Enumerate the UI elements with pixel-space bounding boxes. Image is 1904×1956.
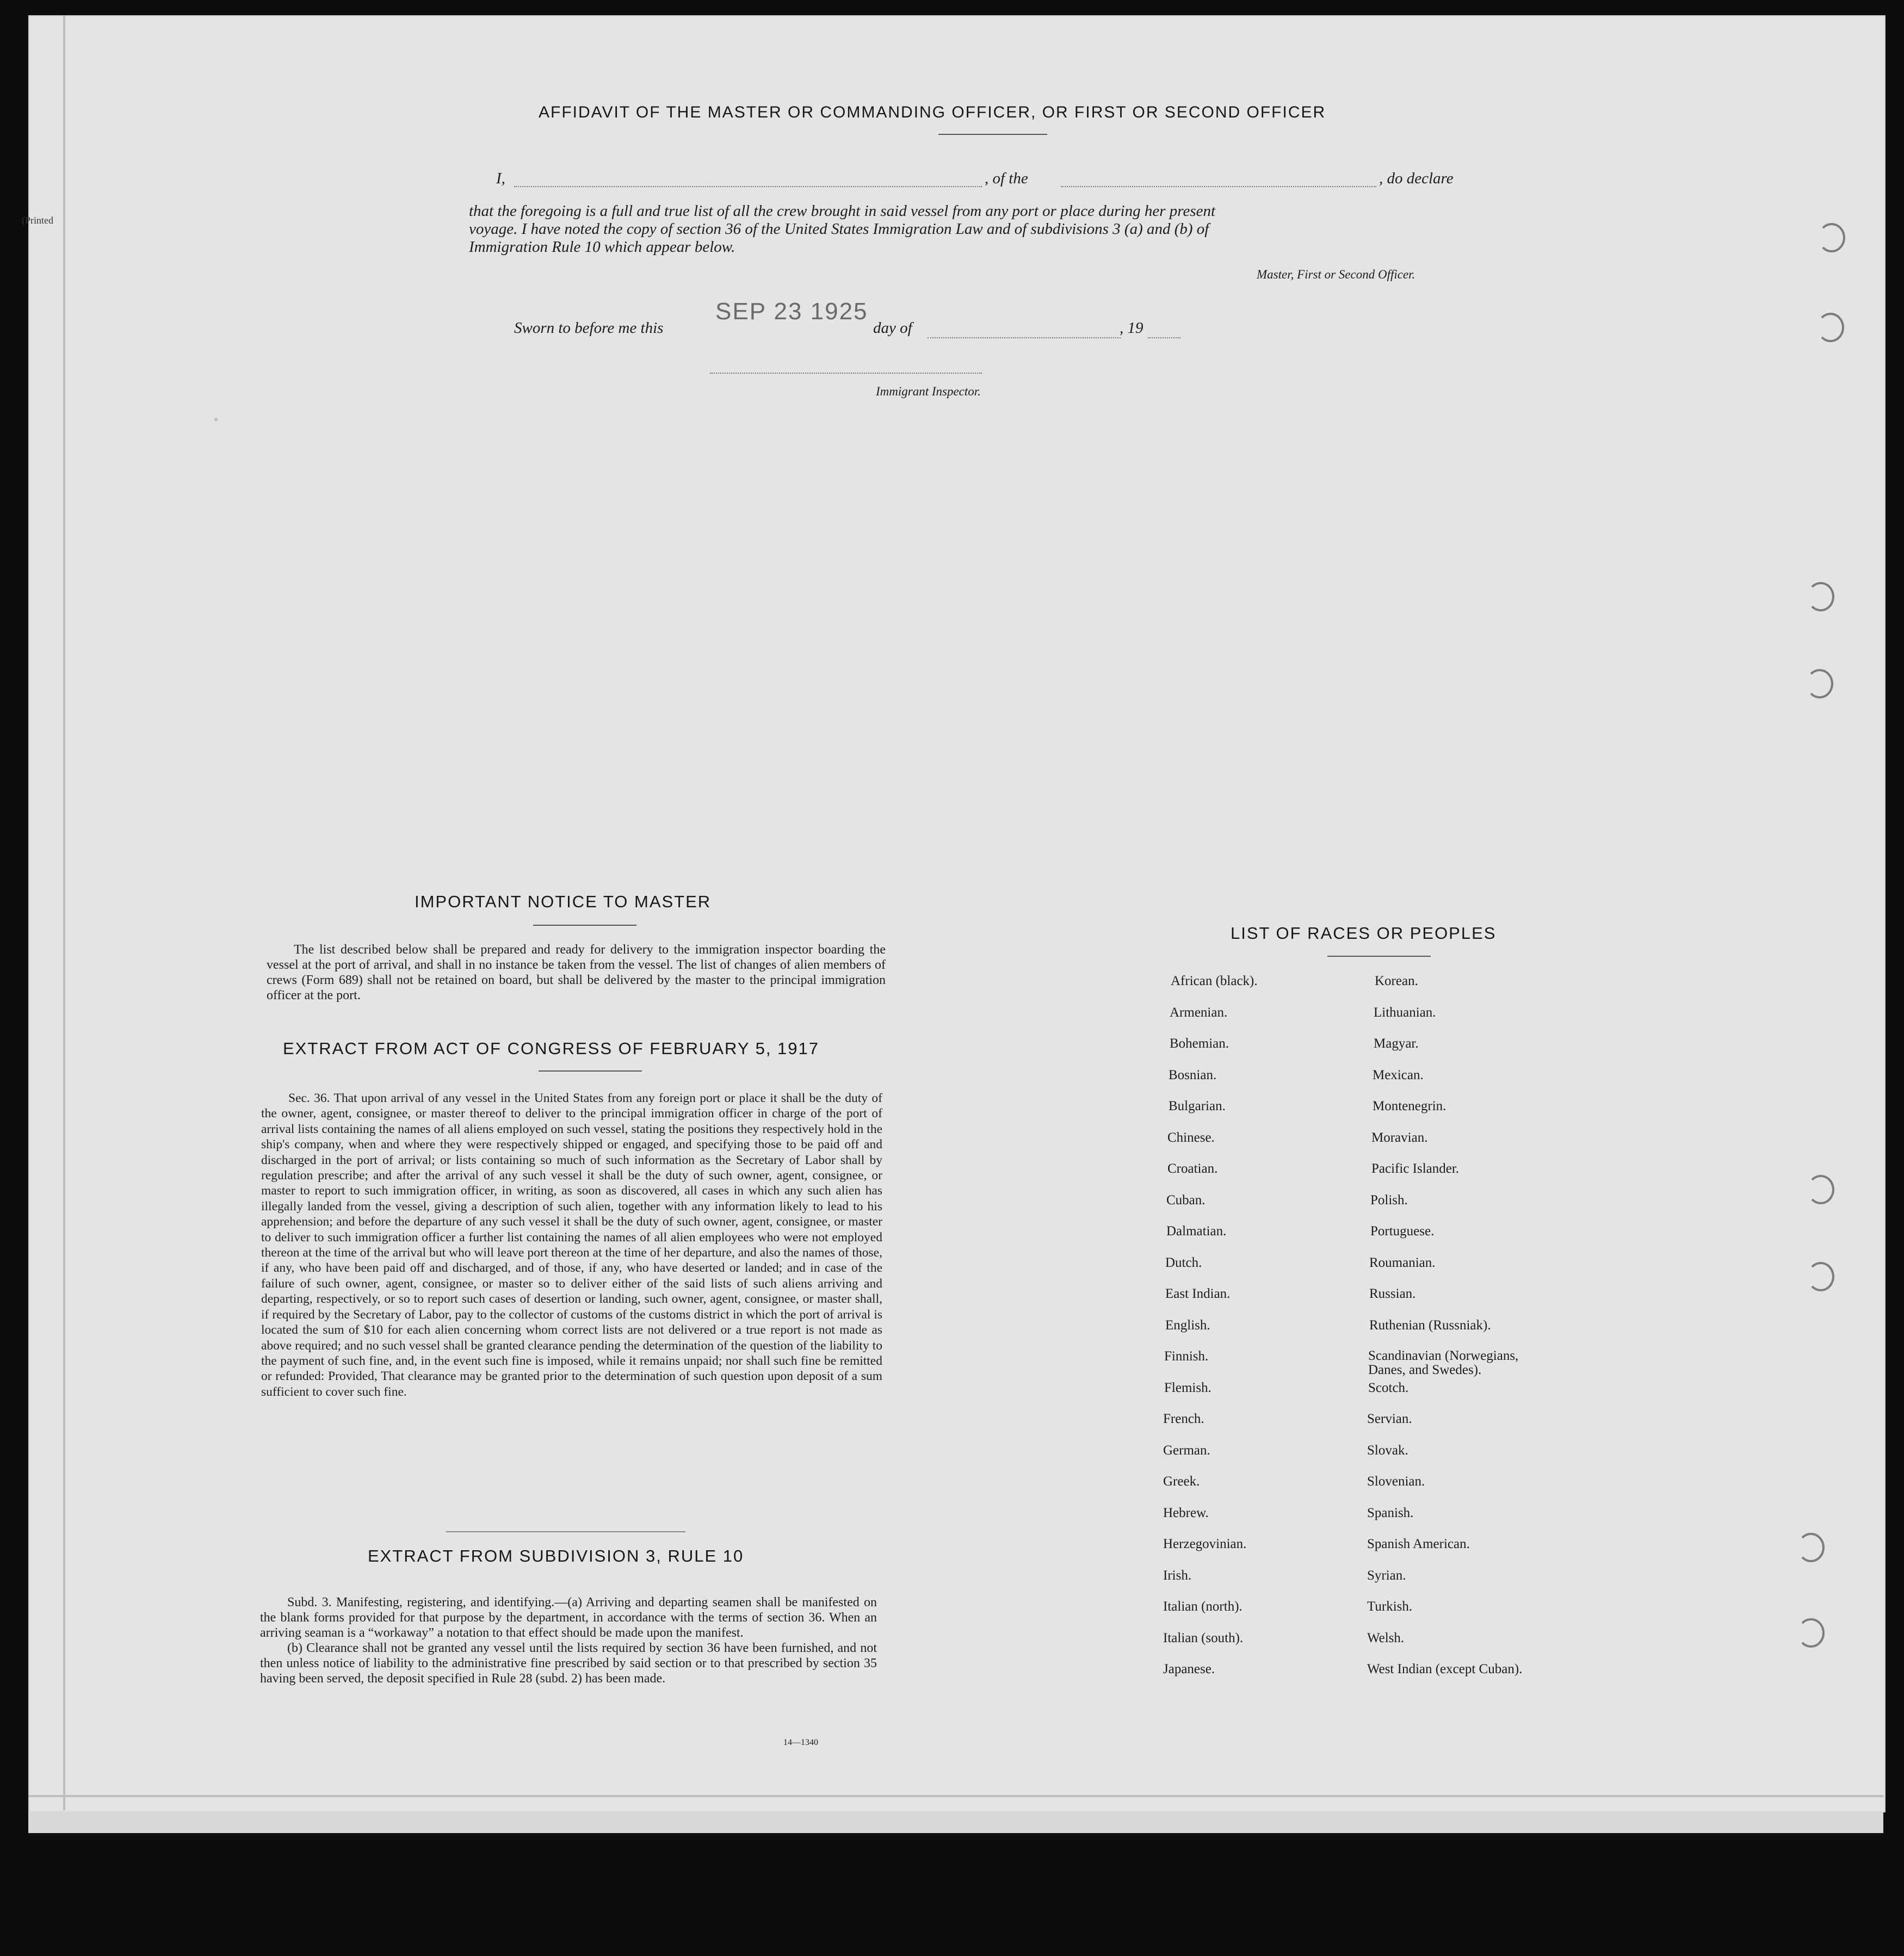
sworn-label: Sworn to before me this [514, 319, 664, 337]
date-stamp: SEP 23 1925 [715, 298, 868, 325]
inspector-caption: Immigrant Inspector. [876, 385, 981, 398]
race-item: Hebrew. [1163, 1505, 1209, 1520]
race-item: Spanish. [1367, 1505, 1414, 1520]
race-item: Bohemian. [1170, 1036, 1229, 1051]
race-item: Slovak. [1367, 1443, 1408, 1458]
race-item: English. [1165, 1317, 1210, 1333]
race-item: Greek. [1163, 1474, 1200, 1489]
race-item: Slovenian. [1367, 1474, 1425, 1489]
affidavit-i-label: I, [496, 170, 505, 187]
race-item: West Indian (except Cuban). [1367, 1662, 1523, 1676]
signature-caption: Master, First or Second Officer. [1257, 268, 1415, 281]
races-right-column [1367, 974, 1596, 1693]
notice-title: IMPORTANT NOTICE TO MASTER [415, 892, 712, 911]
act-title-rule [539, 1070, 642, 1072]
affidavit-title: AFFIDAVIT OF THE MASTER OR COMMANDING OFFICER, OR FIRST OR SECOND OFFICER [539, 103, 1326, 121]
affidavit-of-the-label: , of the [985, 170, 1028, 187]
race-item: Ruthenian (Russniak). [1369, 1317, 1491, 1333]
races-title: LIST OF RACES OR PEOPLES [1231, 924, 1497, 943]
punch-hole [1807, 582, 1834, 611]
affidavit-body-line3: Immigration Rule 10 which appear below. [469, 238, 735, 256]
race-item: Flemish. [1164, 1380, 1211, 1395]
race-item: Montenegrin. [1373, 1099, 1446, 1113]
punch-hole [1797, 1533, 1825, 1562]
ghost-row: • [212, 413, 1121, 428]
race-item: Lithuanian. [1374, 1005, 1436, 1020]
race-item: Scandinavian (Norwegians, Danes, and Swedes). [1368, 1348, 1519, 1377]
notice-title-rule [533, 925, 636, 926]
races-title-rule [1327, 956, 1431, 957]
race-item: Scotch. [1368, 1380, 1409, 1395]
affidavit-body-line1: that the foregoing is a full and true list of all the crew brought in said vessel from any port or place during her present [469, 202, 1216, 220]
punch-hole [1797, 1618, 1825, 1648]
punch-hole [1806, 669, 1833, 698]
race-item: Magyar. [1374, 1036, 1419, 1051]
race-item: Irish. [1163, 1568, 1192, 1583]
race-item: Dutch. [1165, 1255, 1202, 1270]
race-item: Dalmatian. [1166, 1224, 1227, 1239]
act-title: EXTRACT FROM ACT OF CONGRESS OF FEBRUARY 5, 1917 [283, 1039, 820, 1058]
punch-hole [1818, 223, 1845, 252]
rule-title: EXTRACT FROM SUBDIVISION 3, RULE 10 [368, 1546, 744, 1565]
race-item: Syrian. [1367, 1568, 1406, 1583]
race-item: Servian. [1367, 1412, 1412, 1426]
race-item: Roumanian. [1369, 1255, 1436, 1270]
races-list [1163, 974, 1598, 1703]
race-item: Turkish. [1367, 1599, 1413, 1614]
race-item: Pacific Islander. [1371, 1161, 1460, 1176]
binding-line [63, 15, 65, 1810]
month-field[interactable] [928, 337, 1121, 338]
race-item: Japanese. [1163, 1662, 1215, 1676]
race-item: Welsh. [1367, 1630, 1405, 1645]
vessel-name-field[interactable] [1061, 186, 1376, 187]
manifest-sheet [28, 15, 1886, 1812]
section-divider [446, 1531, 685, 1532]
scanner-edge [28, 1811, 1883, 1833]
notice-paragraph: The list described below shall be prepared and ready for delivery to the immigration inspector boarding the vessel at the port of arrival, and shall in no instance be taken from the vessel. The list of changes of alien members of crews (Form 689) shall not be retained on board, but shall be delivered by the master to the principal immigration officer at the port. [267, 943, 886, 1002]
side-label: (Printed [22, 215, 53, 226]
master-name-field[interactable] [514, 186, 982, 187]
race-item: Bulgarian. [1169, 1099, 1226, 1113]
races-left-column [1163, 974, 1348, 1693]
race-item: Bosnian. [1169, 1067, 1217, 1082]
punch-hole [1817, 313, 1844, 342]
race-item: Finnish. [1164, 1349, 1209, 1364]
race-item: Polish. [1370, 1192, 1408, 1208]
race-item: Spanish American. [1367, 1537, 1470, 1551]
race-item: Moravian. [1371, 1130, 1428, 1145]
rule-paragraph-b: (b) Clearance shall not be granted any vessel until the lists required by section 36 have been furnished, and not then unless notice of liability to the administrative fine prescribed by said section or to that prescribed by section 35 having been served, the deposit specified in Rule 28 (subd. 2) has been made. [260, 1641, 877, 1686]
race-item: African (black). [1171, 974, 1258, 988]
rule-text [260, 1595, 877, 1686]
race-item: Korean. [1375, 974, 1418, 988]
affidavit-do-declare: , do declare [1379, 170, 1454, 187]
race-item: Armenian. [1170, 1005, 1228, 1020]
rule-paragraph-a: Subd. 3. Manifesting, registering, and identifying.—(a) Arriving and departing seamen shall be manifested on the blank forms provided for that purpose by the department, in accordance with the terms of section 36. When an arriving seaman is a “workaway” a notation to that effect should be made upon the manifest. [260, 1595, 877, 1640]
race-item: Russian. [1369, 1286, 1416, 1301]
year-label: , 19 [1120, 319, 1143, 337]
affidavit-body-line2: voyage. I have noted the copy of section 36 of the United States Immigration Law and of subdivisions 3 (a) and (b) of [469, 220, 1209, 238]
race-item: Croatian. [1167, 1161, 1218, 1176]
race-item: Cuban. [1166, 1192, 1206, 1208]
form-number: 14—1340 [783, 1738, 818, 1747]
act-paragraph: Sec. 36. That upon arrival of any vessel in the United States from any foreign port or place it shall be the duty of the owner, agent, consignee, or master thereof to deliver to the principal immigration officer in charge of the port of arrival lists containing the names of all aliens employed on such vessel, stating the positions they respectively hold in the ship's company, when and where they were respectively shipped or engaged, and specifying those to be paid off and discharged in the port of arrival; or lists containing so much of such information as the Secretary of Labor shall by regulation prescribe; and after the arrival of any such vessel it shall be the duty of such owner, agent, consignee, or master to report to such immigration officer, in writing, as soon as discovered, all cases in which any such alien has illegally landed from the vessel, giving a description of such alien, together with any information likely to lead to his apprehension; and before the departure of any such vessel it shall be the duty of such owner, agent, consignee, or master to deliver to such immigration officer a further list containing the names of all alien employees who were not employed thereon at the time of the arrival but who will leave port thereon at the time of her departure, and also the names of those, if any, who have been paid off and discharged, and of those, if any, who have deserted or landed; and in case of the failure of such owner, agent, consignee, or master so to deliver either of the said lists of such aliens arriving and departing, respectively, or so to report such cases of desertion or landing, such owner, agent, consignee, or master shall, if required by the Secretary of Labor, pay to the collector of customs of the customs district in which the port of arrival is located the sum of $10 for each alien concerning whom correct lists are not delivered or a true report is not made as above required; and no such vessel shall be granted clearance pending the determination of the question of the liability to the payment of such fine, and, in the event such fine is imposed, while it remains unpaid; nor shall such fine be remitted or refunded: Provided, That clearance may be granted prior to the determination of such question upon deposit of a sum sufficient to cover such fine. [261, 1091, 882, 1399]
notice-text [267, 942, 886, 1003]
race-item: East Indian. [1165, 1286, 1231, 1301]
year-field[interactable] [1148, 337, 1180, 338]
punch-hole [1807, 1262, 1834, 1291]
race-item: Italian (north). [1163, 1599, 1242, 1614]
race-item: German. [1163, 1443, 1210, 1458]
inspector-signature-field[interactable] [710, 373, 982, 374]
race-item: Chinese. [1167, 1130, 1215, 1145]
day-of-label: day of [873, 319, 912, 337]
bottom-edge-line [28, 1795, 1883, 1797]
act-text [261, 1091, 882, 1400]
race-item: French. [1163, 1412, 1204, 1426]
race-item: Herzegovinian. [1163, 1537, 1247, 1551]
affidavit-title-rule [938, 134, 1047, 135]
punch-hole [1807, 1175, 1834, 1204]
race-item: Portuguese. [1370, 1224, 1435, 1239]
race-item: Mexican. [1373, 1067, 1424, 1082]
race-item: Italian (south). [1163, 1630, 1244, 1645]
